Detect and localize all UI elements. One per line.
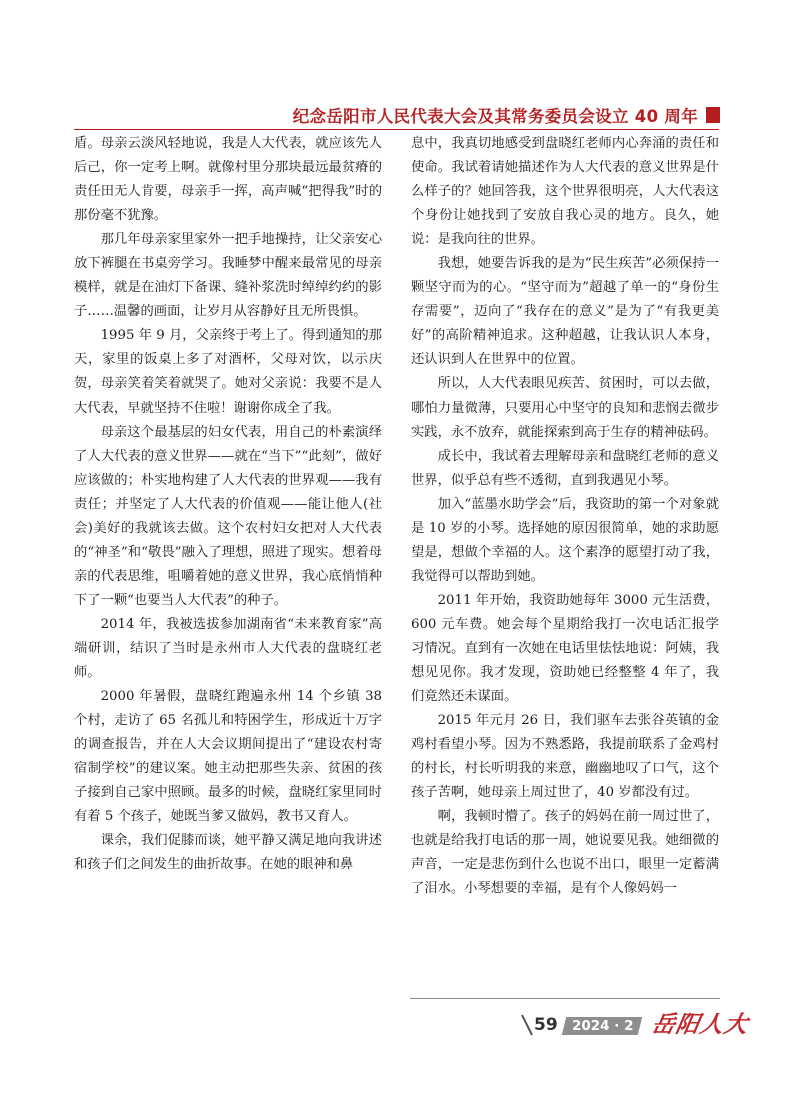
paragraph: 2000 年暑假，盘晓红跑遍永州 14 个乡镇 38 个村，走访了 65 名孤儿和特困学生，形成近十万字的调查报告，并在人大会议期间提出了“建设农村寄宿制学校”的建议案。她主动把那些失亲、贫困的孩子接到自己家中照顾。最多的时候，盘晓红家里同时有着 5 个孩子，她既当爹又做妈，教书又育人。 bbox=[74, 689, 382, 825]
page-number: 59 bbox=[534, 1015, 558, 1035]
paragraph: 2015 年元月 26 日，我们驱车去张谷英镇的金鸡村看望小琴。因为不熟悉路，我提前联系了金鸡村的村长，村长听明我的来意，幽幽地叹了口气，这个孩子苦啊，她母亲上周过世了，40 岁都没有过。 bbox=[411, 713, 719, 801]
issue-label: 2024 · 2 bbox=[572, 1018, 634, 1034]
paragraph: 成长中，我试着去理解母亲和盘晓红老师的意义世界，似乎总有些不透彻，直到我遇见小琴。 bbox=[411, 448, 719, 488]
paragraph: 啊，我顿时懵了。孩子的妈妈在前一周过世了，也就是给我打电话的那一周，她说要见我。她细微的声音，一定是悲伤到什么也说不出口，眼里一定蓄满了泪水。小琴想要的幸福，是有个人像妈妈一 bbox=[411, 809, 719, 897]
paragraph: 1995 年 9 月，父亲终于考上了。得到通知的那天，家里的饭桌上多了对酒杯，父母对饮，以示庆贺，母亲笑着笑着就哭了。她对父亲说：我要不是人大代表，早就坚持不住啦！谢谢你成全了我。 bbox=[74, 328, 382, 416]
paragraph: 息中，我真切地感受到盘晓红老师内心奔涌的责任和使命。我试着请她描述作为人大代表的意义世界是什么样子的？她回答我，这个世界很明亮，人大代表这个身份让她找到了安放自我心灵的地方。良久，她说：是我向往的世界。 bbox=[411, 136, 719, 248]
page-footer bbox=[520, 1011, 751, 1041]
issue-badge bbox=[562, 1017, 642, 1035]
paragraph: 加入“蓝墨水助学会”后，我资助的第一个对象就是 10 岁的小琴。选择她的原因很简单，她的求助愿望是，想做个幸福的人。这个素净的愿望打动了我，我觉得可以帮助到她。 bbox=[411, 496, 719, 584]
paragraph: 所以，人大代表眼见疾苦、贫困时，可以去做，哪怕力量微薄，只要用心中坚守的良知和悲悯去微步实践，永不放弃，就能探索到高于生存的精神砝码。 bbox=[411, 376, 719, 440]
right-column bbox=[411, 132, 719, 902]
header-square-mark bbox=[706, 107, 720, 123]
footer-rule bbox=[410, 998, 720, 999]
magazine-logo: 岳阳人大 bbox=[649, 1011, 751, 1038]
paragraph: 2014 年，我被选拔参加湖南省“未来教育家”高端研训，结识了当时是永州市人大代表的盘晓红老师。 bbox=[74, 616, 382, 681]
left-column bbox=[74, 132, 382, 877]
paragraph: 那几年母亲家里家外一把手地操持，让父亲安心放下裤腿在书桌旁学习。我睡梦中醒来最常见的母亲模样，就是在油灯下备课、缝补浆洗时绰绰约约的影子……温馨的画面，让岁月从容静好且无所畏惧。 bbox=[74, 232, 382, 320]
header-title: 纪念岳阳市人民代表大会及其常务委员会设立 40 周年 bbox=[292, 107, 698, 126]
paragraph: 课余，我们促膝而谈，她平静又满足地向我讲述和孩子们之间发生的曲折故事。在她的眼神和鼻 bbox=[74, 833, 382, 873]
page-header bbox=[292, 104, 720, 126]
paragraph: 母亲这个最基层的妇女代表，用自己的朴素演绎了人大代表的意义世界——就在“当下”“此刻”，做好应该做的；朴实地构建了人大代表的世界观——我有责任；并坚定了人大代表的价值观——能让他人(社会)美好的我就该去做。这个农村妇女把对人大代表的“神圣”和“敬畏”融入了理想，照进了现实。想着母亲的代表思维，咀嚼着她的意义世界，我心底悄悄种下了一颗“也要当人大代表”的种子。 bbox=[74, 424, 382, 608]
paragraph: 2011 年开始，我资助她每年 3000 元生活费，600 元车费。她会每个星期给我打一次电话汇报学习情况。直到有一次她在电话里怯怯地说：阿姨，我想见见你。我才发现，资助她已经整整 4 年了，我们竟然还未谋面。 bbox=[411, 592, 719, 705]
paragraph: 盾。母亲云淡风轻地说，我是人大代表，就应该先人后己，你一定考上啊。就像村里分那块最远最贫瘠的责任田无人肯要，母亲手一挥，高声喊“把得我”时的那份毫不犹豫。 bbox=[74, 136, 382, 224]
header-rule bbox=[74, 129, 719, 130]
paragraph: 我想，她要告诉我的是为“民生疾苦”必须保持一颗坚守而为的心。“坚守而为”超越了单一的“身份生存需要”，迈向了“我存在的意义”是为了“有我更美好”的高阶精神追求。这种超越，让我认识人本身，还认识到人在世界中的位置。 bbox=[411, 256, 719, 368]
